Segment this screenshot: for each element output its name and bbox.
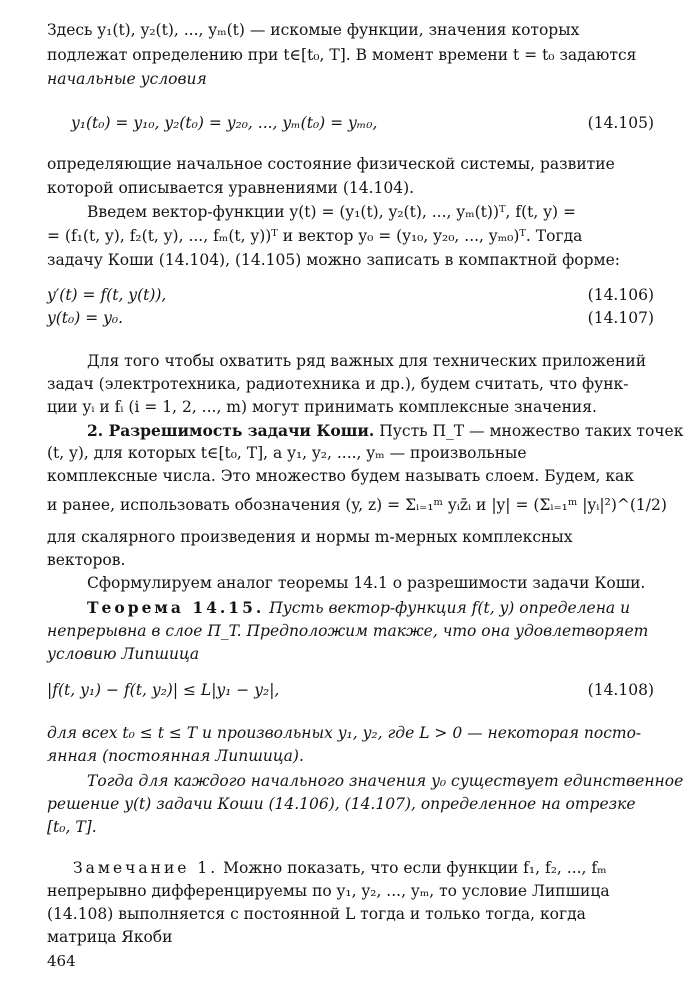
equation-14-106: [47, 284, 654, 307]
equation-14-105: [47, 112, 654, 135]
equation-number: (14.105): [587, 114, 654, 132]
text-line: задач (электротехника, радиотехника и др.), будем считать, что функ-: [47, 375, 629, 393]
theorem-text-line: непрерывна в слое Π_T. Предположим также, что она удовлетворяет: [47, 622, 649, 640]
text-span: Пусть вектор-функция f(t, y) определена и: [264, 599, 631, 617]
equation-number: (14.107): [587, 309, 654, 327]
equation-number: (14.108): [587, 681, 654, 699]
section-heading: 2. Разрешимость задачи Коши.: [87, 421, 375, 440]
theorem-text-line: условию Липшица: [47, 645, 200, 663]
theorem-text-line: янная (постоянная Липшица).: [47, 747, 304, 765]
emphasis-line: начальные условия: [47, 70, 207, 88]
equation-formula: y′(t) = f(t, y(t)),: [47, 286, 167, 304]
text-span: Пусть Π_T — множество таких точек: [374, 422, 684, 440]
text-line: Введем вектор-функции y(t) = (y₁(t), y₂(t), ..., yₘ(t))ᵀ, f(t, y) =: [87, 203, 576, 221]
text-line: для скалярного произведения и нормы m-мерных комплексных: [47, 528, 573, 546]
text-line: (t, y), для которых t∈[t₀, T], а y₁, y₂, ...., yₘ — произвольные: [47, 444, 527, 462]
text-span: Можно показать, что если функции f₁, f₂, ..., fₘ: [218, 859, 607, 877]
text-line: векторов.: [47, 551, 126, 569]
text-line: непрерывно дифференцируемы по y₁, y₂, ..., yₘ, то условие Липшица: [47, 882, 610, 900]
theorem-text-line: для всех t₀ ≤ t ≤ T и произвольных y₁, y₂, где L > 0 — некоторая посто-: [47, 724, 642, 742]
equation-14-108: [47, 679, 654, 702]
text-line: ции yᵢ и fᵢ (i = 1, 2, ..., m) могут принимать комплексные значения.: [47, 398, 597, 416]
equation-formula: |f(t, y₁) − f(t, y₂)| ≤ L|y₁ − y₂|,: [47, 681, 280, 699]
text-line: подлежат определению при t∈[t₀, T]. В момент времени t = t₀ задаются: [47, 46, 637, 64]
page-number: 464: [47, 952, 76, 970]
equation-formula: y(t₀) = y₀.: [47, 309, 124, 327]
equation-formula: y₁(t₀) = y₁₀, y₂(t₀) = y₂₀, ..., yₘ(t₀) = yₘ₀,: [71, 114, 378, 132]
theorem-line: [47, 596, 654, 620]
text-line: определяющие начальное состояние физической системы, развитие: [47, 155, 615, 173]
equation-14-107: [47, 307, 654, 330]
theorem-text-line: [t₀, T].: [47, 818, 97, 836]
text-line: Для того чтобы охватить ряд важных для технических приложений: [87, 352, 647, 370]
text-line: Сформулируем аналог теоремы 14.1 о разрешимости задачи Коши.: [87, 574, 646, 592]
text-line: задачу Коши (14.104), (14.105) можно записать в компактной форме:: [47, 251, 620, 269]
remark-label: Замечание 1.: [73, 859, 219, 877]
theorem-label: Теорема 14.15.: [87, 598, 265, 617]
theorem-text-line: решение y(t) задачи Коши (14.106), (14.107), определенное на отрезке: [47, 795, 636, 813]
equation-number: (14.106): [587, 286, 654, 304]
text-line: матрица Якоби: [47, 928, 173, 946]
theorem-text-line: Тогда для каждого начального значения y₀ существует единственное: [87, 772, 684, 790]
text-line: (14.108) выполняется с постоянной L тогда и только тогда, когда: [47, 905, 586, 923]
section-line: [47, 419, 684, 443]
text-line: Здесь y₁(t), y₂(t), ..., yₘ(t) — искомые функции, значения которых: [47, 21, 580, 39]
remark-line: [47, 857, 654, 880]
text-line: которой описывается уравнениями (14.104).: [47, 179, 415, 197]
text-line: и ранее, использовать обозначения (y, z) = Σᵢ₌₁ᵐ yᵢz̄ᵢ и |y| = (Σᵢ₌₁ᵐ |yᵢ|²)^(1/2): [47, 496, 667, 514]
text-line: = (f₁(t, y), f₂(t, y), ..., fₘ(t, y))ᵀ и вектор y₀ = (y₁₀, y₂₀, ..., yₘ₀)ᵀ. Тогда: [47, 227, 583, 245]
text-line: комплексные числа. Это множество будем называть слоем. Будем, как: [47, 467, 634, 485]
